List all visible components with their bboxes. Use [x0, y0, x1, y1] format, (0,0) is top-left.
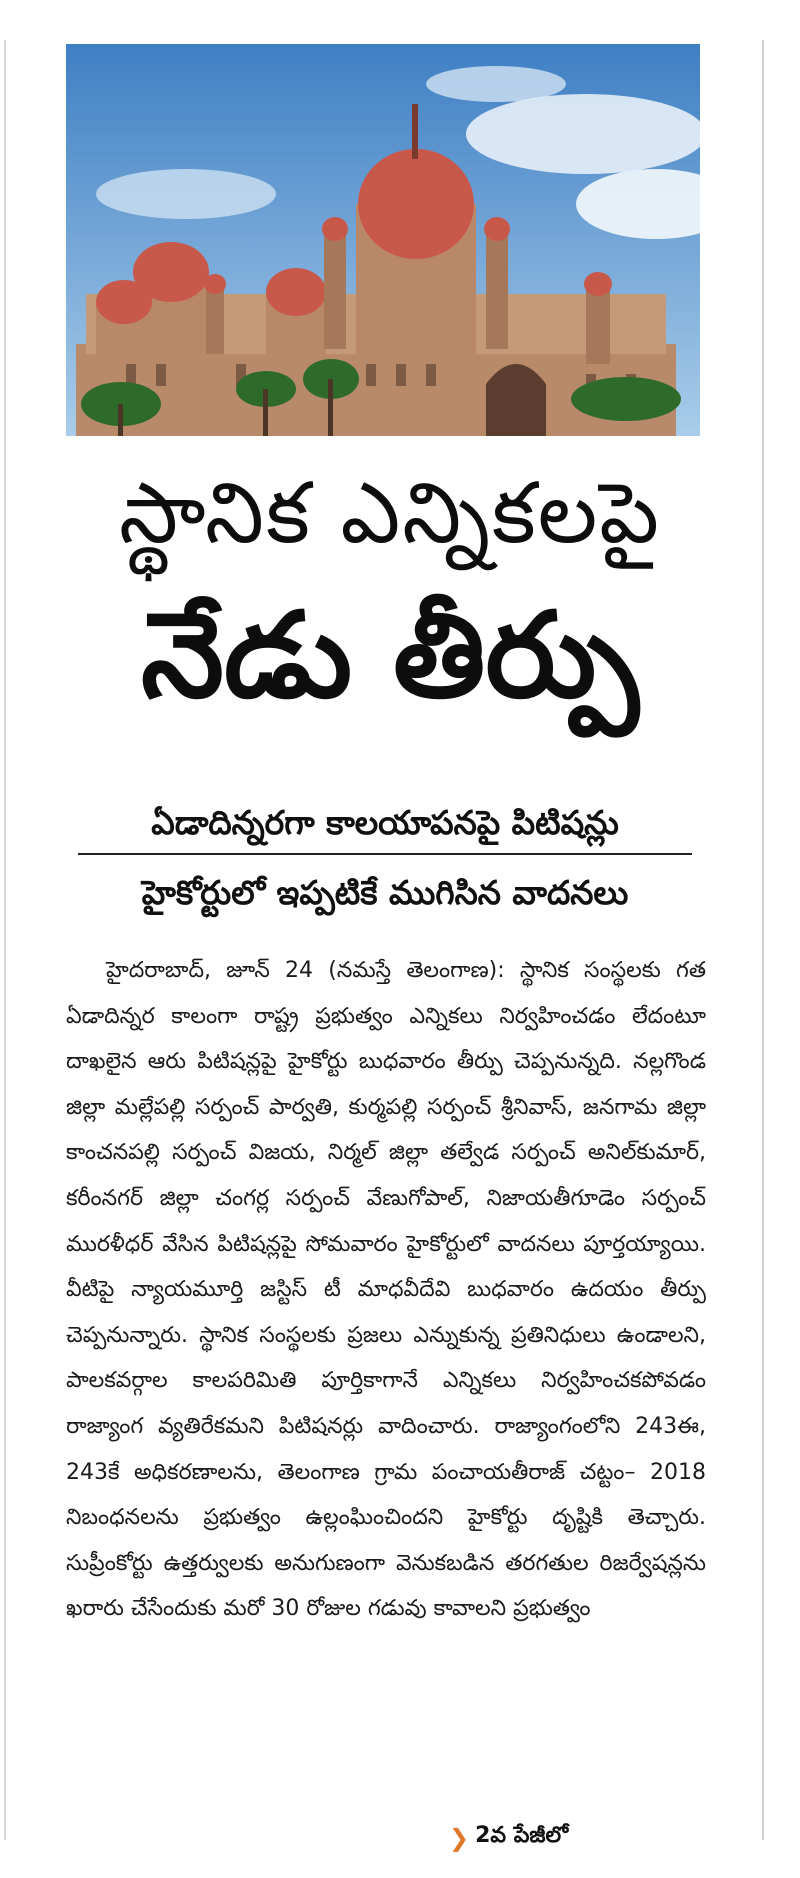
continuation-label: 2వ పేజీలో [475, 1823, 569, 1848]
subheadline-1: ఏడాదిన్నరగా కాలయాపనపై పిటిషన్లు [151, 803, 619, 842]
headline-line-1: స్థానిక ఎన్నికలపై [119, 464, 661, 562]
article-paragraph: హైదరాబాద్, జూన్ 24 (నమస్తే తెలంగాణ): స్థానిక సంస్థలకు గత ఏడాదిన్నర కాలంగా రాష్ట్ర ప్రభుత్వం ఎన్నికలు నిర్వహించడం లేదంటూ దాఖలైన ఆరు పిటిషన్లపై హైకోర్టు బుధవారం తీర్పు చెప్పనున్నది. నల్లగొండ జిల్లా మల్లేపల్లి సర్పంచ్ పార్వతి, కుర్మపల్లి సర్పంచ్ శ్రీనివాస్, జనగామ జిల్లా కాంచనపల్లి సర్పంచ్ విజయ, నిర్మల్ జిల్లా తల్వేడ సర్పంచ్ అనిల్‌కుమార్, కరీంనగర్ జిల్లా చంగర్ల సర్పంచ్ వేణుగోపాల్, నిజాయతీగూడెం సర్పంచ్ మురళీధర్ వేసిన పిటిషన్లపై సోమవారం హైకోర్టులో వాదనలు పూర్తయ్యాయి. వీటిపై న్యాయమూర్తి జస్టిస్ టీ మాధవీదేవి బుధవారం ఉదయం తీర్పు చెప్పనున్నారు. స్థానిక సంస్థలకు ప్రజలు ఎన్నుకున్న ప్రతినిధులు ఉండాలని, పాలకవర్గాల కాలపరిమితి పూర్తికాగానే ఎన్నికలు నిర్వహించకపోవడం రాజ్యాంగ వ్యతిరేకమని పిటిషనర్లు వాదించారు. రాజ్యాంగంలోని 243ఈ, 243కే అధికరణాలను, తెలంగాణ గ్రామ పంచాయతీరాజ్ చట్టం– 2018 నిబంధనలను ప్రభుత్వం ఉల్లంఘించిందని హైకోర్టు దృష్టికి తెచ్చారు. సుప్రీంకోర్టు ఉత్తర్వులకు అనుగుణంగా వెనుకబడిన తరగతుల రిజర్వేషన్లను ఖరారు చేసేందుకు మరో 30 రోజుల గడువు కావాలని ప్రభుత్వం [66, 958, 706, 1622]
high-court-illustration [66, 44, 700, 436]
chevron-right-icon: ❯ [449, 1824, 470, 1852]
column-rule-right [762, 40, 764, 1840]
headline-line-2: నేడు తీర్పు [141, 586, 639, 724]
continued-on-page-2 [449, 1818, 568, 1858]
article-body [66, 948, 706, 1632]
column-rule-left [4, 40, 6, 1840]
subheadline-divider [78, 853, 692, 855]
article-photo [66, 44, 700, 436]
subheadline-2: హైకోర్టులో ఇప్పటికే ముగిసిన వాదనలు [141, 873, 629, 912]
